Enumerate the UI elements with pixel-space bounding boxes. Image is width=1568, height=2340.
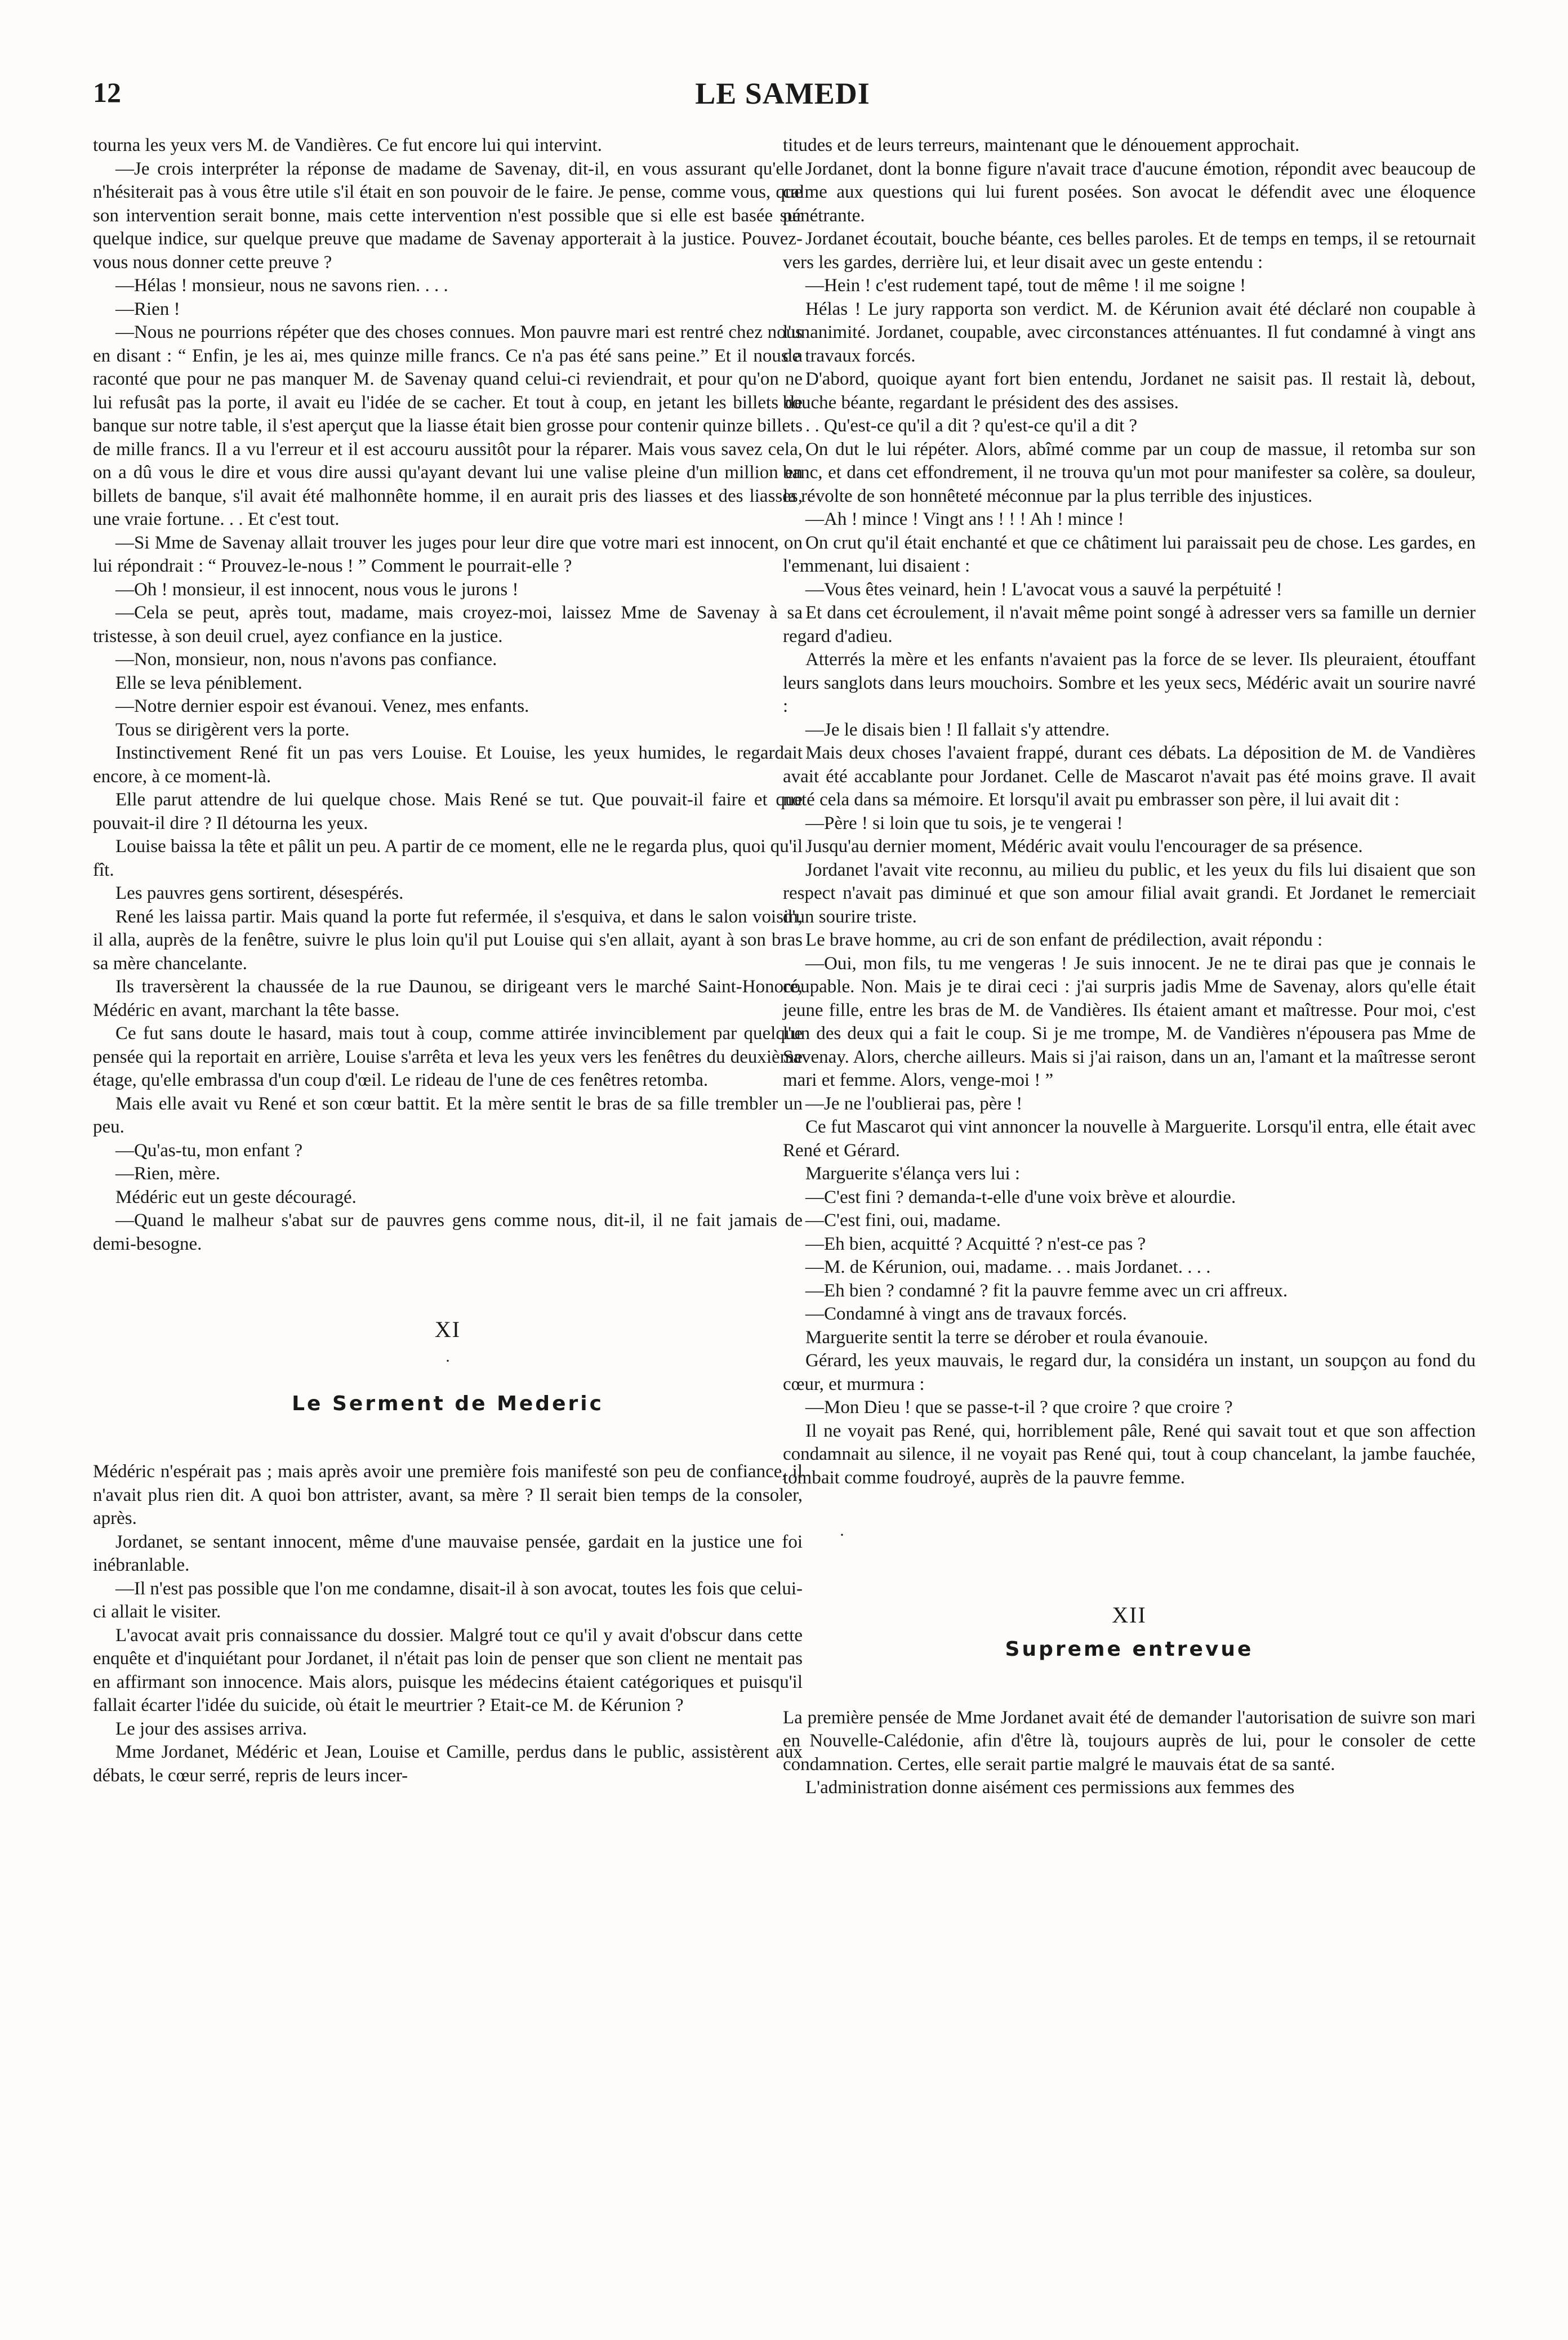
right-column-chapter-text [783, 1706, 1476, 1800]
paragraph: —Il n'est pas possible que l'on me condamne, disait-il à son avocat, toutes les fois que celui-ci allait le visiter. [93, 1578, 803, 1622]
paragraph: —Rien, mère. [115, 1164, 221, 1184]
paragraph: —Mon Dieu ! que se passe-t-il ? que croire ? que croire ? [805, 1397, 1233, 1418]
paragraph: —Rien ! [115, 298, 180, 319]
paragraph: On dut le lui répéter. Alors, abîmé comme par un coup de massue, il retomba sur son banc, et dans cet effondrement, il ne trouva qu'un mot pour manifester sa colère, sa douleur, la révolte de son honnêteté méconnue par la plus terrible des injustices. [783, 439, 1476, 506]
paragraph: Mais deux choses l'avaient frappé, durant ces débats. La déposition de M. de Vandières avait été accablante pour Jordanet. Celle de Mascarot n'avait pas été moins grave. Il avait noté cela dans sa mémoire. Et lorsqu'il avait pu embrasser son père, il lui avait dit : [783, 743, 1476, 810]
paragraph: —Hein ! c'est rudement tapé, tout de même ! il me soigne ! [805, 275, 1246, 296]
right-column-text [783, 134, 1476, 1490]
paragraph: Jordanet, dont la bonne figure n'avait trace d'aucune émotion, répondit avec beaucoup de calme aux questions qui lui furent posées. Son avocat le défendit avec une éloquence pénétrante. [783, 158, 1476, 226]
paragraph: . . Qu'est-ce qu'il a dit ? qu'est-ce qu'il a dit ? [805, 416, 1138, 436]
paragraph: —Qu'as-tu, mon enfant ? [115, 1140, 303, 1161]
paragraph: Ils traversèrent la chaussée de la rue Daunou, se dirigeant vers le marché Saint-Honoré, Médéric en avant, marchant la tête basse. [93, 977, 803, 1020]
paragraph: —Je crois interpréter la réponse de madame de Savenay, dit-il, en vous assurant qu'elle n'hésiterait pas à vous être utile s'il était en son pouvoir de le faire. Je pense, comme vous, que son intervention serait bonne, mais cette intervention n'est possible que si elle est basée sur quelque indice, sur quelque preuve que madame de Savenay apporterait à la justice. Pouvez-vous nous donner cette preuve ? [93, 158, 803, 273]
page-number: 12 [93, 77, 121, 108]
chapter-ornament: · [445, 1351, 451, 1370]
paragraph: —Je le disais bien ! Il fallait s'y attendre. [805, 719, 1110, 740]
paragraph: L'avocat avait pris connaissance du dossier. Malgré tout ce qu'il y avait d'obscur dans cette enquête et d'inquiétant pour Jordanet, il n'était pas loin de penser que son client ne mentait pas en affirmant son innocence. Mais alors, puisque les médecins étaient catégoriques et puisqu'il fallait écarter l'idée du suicide, où était le meurtrier ? Etait-ce M. de Kérunion ? [93, 1625, 803, 1715]
paragraph: —Condamné à vingt ans de travaux forcés. [805, 1304, 1127, 1324]
left-column [93, 134, 803, 1788]
paragraph: Hélas ! Le jury rapporta son verdict. M. de Kérunion avait été déclaré non coupable à l'unanimité. Jordanet, coupable, avec circonstances atténuantes. Il fut condamné à vingt ans de travaux forcés. [783, 298, 1476, 366]
left-column-chapter-text [93, 1460, 803, 1788]
paragraph: —Cela se peut, après tout, madame, mais croyez-moi, laissez Mme de Savenay à sa tristesse, à son deuil cruel, ayez confiance en la justice. [93, 603, 803, 647]
paragraph: Tous se dirigèrent vers la porte. [115, 719, 350, 740]
paragraph: Gérard, les yeux mauvais, le regard dur, la considéra un instant, un soupçon au fond du cœur, et murmura : [783, 1350, 1476, 1394]
paragraph: Instinctivement René fit un pas vers Louise. Et Louise, les yeux humides, le regardait encore, à ce moment-là. [93, 743, 803, 787]
paragraph: —Eh bien, acquitté ? Acquitté ? n'est-ce pas ? [805, 1233, 1146, 1254]
paragraph: —Si Mme de Savenay allait trouver les juges pour leur dire que votre mari est innocent, on lui répondrait : “ Prouvez-le-nous ! ” Comment le pourrait-elle ? [93, 532, 803, 576]
paragraph: René les laissa partir. Mais quand la porte fut refermée, il s'esquiva, et dans le salon voisin, il alla, auprès de la fenêtre, suivre le plus loin qu'il put Louise qui s'en allait, ayant à son bras sa mère chancelante. [93, 906, 803, 974]
running-title: LE SAMEDI [695, 77, 870, 110]
paragraph: —Hélas ! monsieur, nous ne savons rien. . . . [115, 275, 448, 296]
paragraph: Jordanet écoutait, bouche béante, ces belles paroles. Et de temps en temps, il se retournait vers les gardes, derrière lui, et leur disait avec un geste entendu : [783, 229, 1476, 273]
paragraph: —Oui, mon fils, tu me vengeras ! Je suis innocent. Je ne te dirai pas que je connais le coupable. Non. Mais je te dirai ceci : j'ai surpris jadis Mme de Savenay, alors qu'elle était jeune fille, entre les bras de M. de Vandières. Ils étaient amant et maîtresse. Pour moi, c'est l'un des deux qui a fait le coup. Si je me trompe, M. de Vandières n'épousera pas Mme de Savenay. Alors, cherche ailleurs. Mais si j'ai raison, dans un an, l'amant et la maîtresse seront mari et femme. Alors, venge-moi ! ” [783, 953, 1476, 1090]
paragraph: Jordanet l'avait vite reconnu, au milieu du public, et les yeux du fils lui disaient que son respect n'avait pas diminué et que son amour filial avait grandi. Et Jordanet le remerciait d'un sourire triste. [783, 859, 1476, 927]
chapter-number: XII [1112, 1602, 1147, 1628]
paragraph: Elle parut attendre de lui quelque chose. Mais René se tut. Que pouvait-il faire et que pouvait-il dire ? Il détourna les yeux. [93, 790, 803, 834]
paragraph: L'administration donne aisément ces permissions aux femmes des [805, 1777, 1295, 1798]
paragraph: Marguerite sentit la terre se dérober et roula évanouie. [805, 1327, 1208, 1348]
paragraph: —Non, monsieur, non, nous n'avons pas confiance. [115, 649, 497, 670]
paragraph: —C'est fini, oui, madame. [805, 1210, 1001, 1231]
paragraph: —M. de Kérunion, oui, madame. . . mais Jordanet. . . . [805, 1257, 1211, 1277]
paragraph: La première pensée de Mme Jordanet avait été de demander l'autorisation de suivre son mari en Nouvelle-Calédonie, afin d'être là, toujours auprès de lui, pour le consoler de cette condamnation. Certes, elle serait partie malgré le mauvais état de sa santé. [783, 1707, 1476, 1775]
paragraph: Médéric eut un geste découragé. [115, 1187, 357, 1207]
paragraph: Ce fut sans doute le hasard, mais tout à coup, comme attirée invinciblement par quelque pensée qui la reportait en arrière, Louise s'arrêta et leva les yeux vers les fenêtres du deuxième étage, qu'elle embrassa d'un coup d'œil. Le rideau de l'une de ces fenêtres retomba. [93, 1023, 803, 1090]
paragraph: Mme Jordanet, Médéric et Jean, Louise et Camille, perdus dans le public, assistèrent aux débats, le cœur serré, repris de leurs incer- [93, 1742, 803, 1786]
paragraph: Jordanet, se sentant innocent, même d'une mauvaise pensée, gardait en la justice une foi inébranlable. [93, 1531, 803, 1575]
paragraph: —Notre dernier espoir est évanoui. Venez, mes enfants. [115, 696, 529, 716]
chapter-title: Le Serment de Mederic [292, 1392, 604, 1415]
paragraph: Médéric n'espérait pas ; mais après avoir une première fois manifesté son peu de confiance, il n'avait plus rien dit. A quoi bon attrister, avant, sa mère ? Il serait bien temps de la consoler, après. [93, 1461, 803, 1528]
paragraph: —Ah ! mince ! Vingt ans ! ! ! Ah ! mince ! [805, 509, 1124, 529]
paragraph: —Je ne l'oublierai pas, père ! [805, 1093, 1023, 1114]
paragraph: Marguerite s'élança vers lui : [805, 1164, 1021, 1184]
paragraph: Il ne voyait pas René, qui, horriblement pâle, René qui savait tout et que son affection condamnait au silence, il ne voyait pas René qui, tout à coup chancelant, la jambe fauchée, tombait comme foudroyé, auprès de la pauvre femme. [783, 1420, 1476, 1488]
paragraph: D'abord, quoique ayant fort bien entendu, Jordanet ne saisit pas. Il restait là, debout, bouche béante, regardant le président des des assises. [783, 369, 1476, 413]
section-ornament: · [839, 1526, 845, 1544]
page-header [93, 76, 1472, 115]
paragraph: —Père ! si loin que tu sois, je te vengerai ! [805, 813, 1123, 834]
paragraph: Le jour des assises arriva. [115, 1718, 307, 1739]
paragraph: Et dans cet écroulement, il n'avait même point songé à adresser vers sa famille un dernier regard d'adieu. [783, 603, 1476, 647]
paragraph: Louise baissa la tête et pâlit un peu. A partir de ce moment, elle ne le regarda plus, quoi qu'il fît. [93, 836, 803, 880]
paragraph: —Quand le malheur s'abat sur de pauvres gens comme nous, dit-il, il ne fait jamais de demi-besogne. [93, 1210, 803, 1254]
paragraph: —Eh bien ? condamné ? fit la pauvre femme avec un cri affreux. [805, 1280, 1288, 1301]
paragraph: —C'est fini ? demanda-t-elle d'une voix brève et alourdie. [805, 1187, 1236, 1207]
paragraph: —Oh ! monsieur, il est innocent, nous vous le jurons ! [115, 579, 519, 600]
paragraph: Jusqu'au dernier moment, Médéric avait voulu l'encourager de sa présence. [805, 836, 1363, 857]
paragraph: Elle se leva péniblement. [115, 672, 302, 693]
paragraph: —Nous ne pourrions répéter que des choses connues. Mon pauvre mari est rentré chez nous en disant : “ Enfin, je les ai, mes quinze mille francs. Ce n'a pas été sans peine.” Et il nous a raconté que pour ne pas manquer M. de Savenay quand celui-ci reviendrait, et pour qu'on ne lui refusât pas la porte, il avait eu l'idée de se cacher. Et tout à coup, en jetant les billets de banque sur notre table, il s'est aperçut que la liasse était bien grosse pour contenir quinze billets de mille francs. Il a vu l'erreur et il est accouru aussitôt pour la réparer. Mais vous savez cela, on a dû vous le dire et vous dire aussi qu'ayant devant lui une valise pleine d'un million en billets de banque, s'il avait été malhonnête homme, il en aurait pris des liasses et des liasses, une vraie fortune. . . Et c'est tout. [93, 322, 803, 529]
chapter-title: Supreme entrevue [1005, 1638, 1254, 1661]
paragraph: titudes et de leurs terreurs, maintenant que le dénouement approchait. [783, 135, 1300, 155]
paragraph: Mais elle avait vu René et son cœur battit. Et la mère sentit le bras de sa fille trembler un peu. [93, 1093, 803, 1137]
paragraph: Les pauvres gens sortirent, désespérés. [115, 883, 404, 903]
chapter-number: XI [434, 1317, 461, 1342]
paragraph: tourna les yeux vers M. de Vandières. Ce fut encore lui qui intervint. [93, 135, 602, 155]
paragraph: —Vous êtes veinard, hein ! L'avocat vous a sauvé la perpétuité ! [805, 579, 1282, 600]
right-column [783, 134, 1476, 1800]
paragraph: Atterrés la mère et les enfants n'avaient pas la force de se lever. Ils pleuraient, étouffant leurs sanglots dans leurs mouchoirs. Sombre et les yeux secs, Médéric avait un sourire navré : [783, 649, 1476, 716]
paragraph: On crut qu'il était enchanté et que ce châtiment lui paraissait peu de chose. Les gardes, en l'emmenant, lui disaient : [783, 532, 1476, 576]
left-column-text [93, 134, 803, 1256]
paragraph: Ce fut Mascarot qui vint annoncer la nouvelle à Marguerite. Lorsqu'il entra, elle était avec René et Gérard. [783, 1117, 1476, 1161]
paragraph: Le brave homme, au cri de son enfant de prédilection, avait répondu : [805, 930, 1323, 950]
